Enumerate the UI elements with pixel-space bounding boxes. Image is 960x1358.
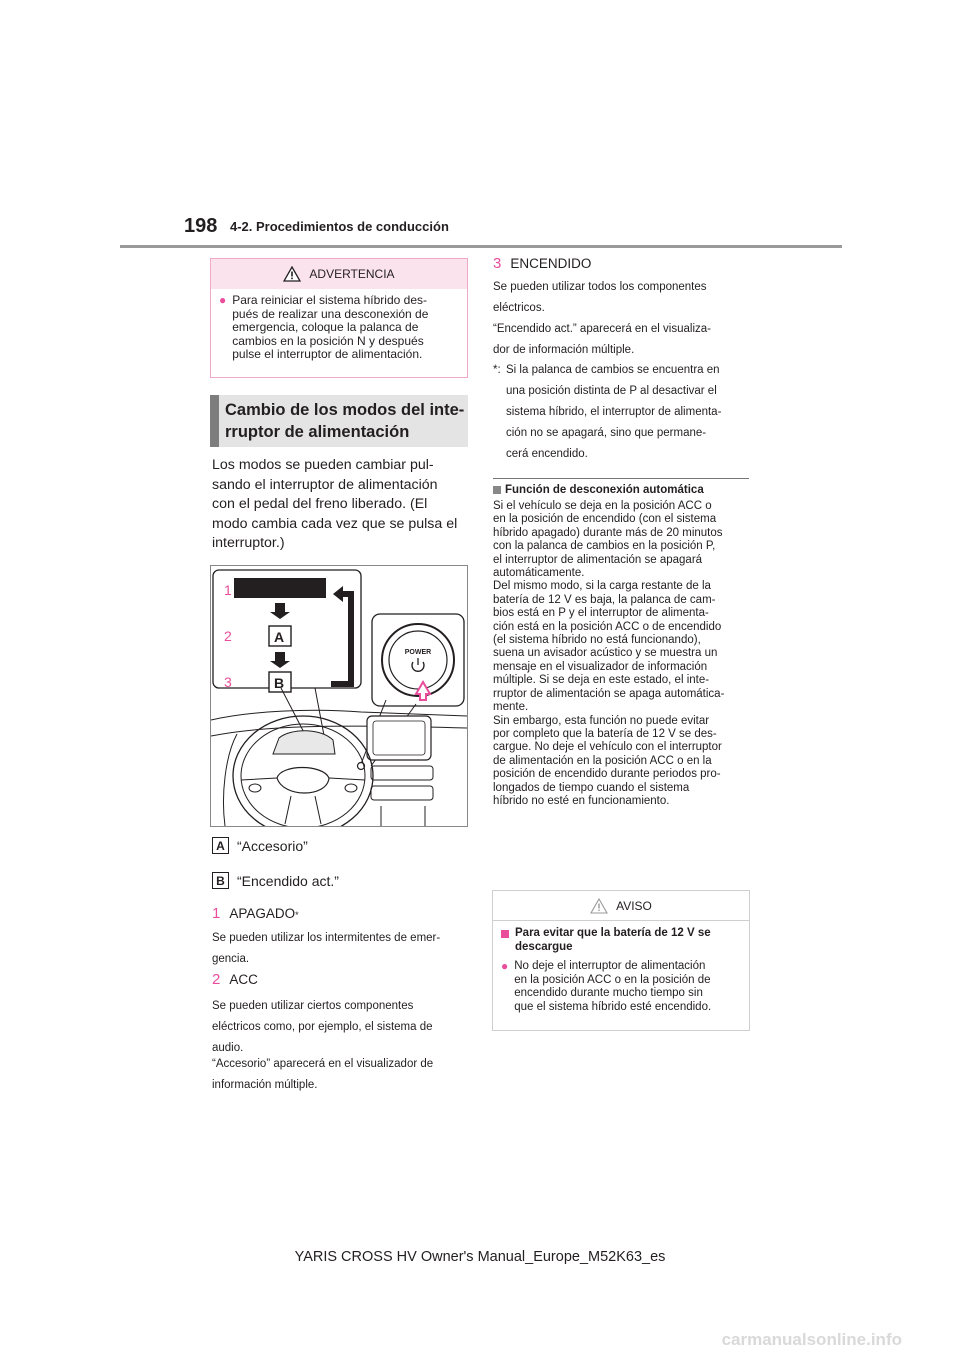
mode-2-name: ACC	[229, 972, 258, 987]
mode-1-asterisk: *	[295, 910, 299, 920]
mode-3-number: 3	[493, 255, 502, 272]
warning-title: ADVERTENCIA	[309, 267, 395, 281]
legend-item-b	[212, 872, 339, 889]
bullet-icon: ●	[219, 293, 227, 307]
auto-off-title-text: Función de desconexión automática	[505, 484, 704, 496]
wheel-button	[249, 784, 261, 792]
console-line	[381, 806, 425, 826]
meter-cluster	[273, 731, 335, 754]
legend-text-b: “Encendido act.”	[237, 872, 339, 889]
mode-3-description-2: “Encendido act.” aparecerá en el visualiza- dor de información múltiple.	[493, 323, 711, 356]
notice-subtitle	[493, 921, 749, 954]
mode-1-number: 1	[212, 905, 221, 922]
footnote	[493, 360, 751, 465]
wheel-button	[345, 784, 357, 792]
footnote-text: Si la palanca de cambios se encuentra en una posición distinta de P al desactivar el sistema híbrido, el interruptor de alimenta- ción no se apagará, sino que permane- cerá encendido.	[506, 364, 722, 460]
mode-2-description: Se pueden utilizar ciertos componentes eléctricos como, por ejemplo, el sistema de audio.	[212, 1000, 433, 1054]
box-b-label: B	[274, 675, 285, 691]
page-footer: YARIS CROSS HV Owner's Manual_Europe_M52K63_es	[294, 1249, 666, 1265]
door-line	[224, 734, 238, 826]
section-heading	[210, 395, 468, 447]
step-2-label: 2	[224, 628, 232, 644]
step-1-label: 1	[224, 582, 232, 598]
power-switch-illustration	[210, 565, 468, 827]
header-rule	[120, 245, 842, 248]
section-divider	[493, 478, 749, 479]
section-header: 4-2. Procedimientos de conducción	[230, 219, 449, 234]
mode-2-number: 2	[212, 971, 221, 988]
power-button-label: POWER	[404, 649, 432, 656]
legend-box-b: B	[212, 872, 229, 889]
caution-triangle-icon	[590, 898, 608, 914]
mode-2-title	[212, 971, 258, 988]
section-heading-text: Cambio de los modos del inte- rruptor de alimentación	[225, 401, 465, 441]
mode-1-name: APAGADO	[229, 906, 296, 921]
mode-3-name: ENCENDIDO	[510, 256, 592, 271]
step-3-label: 3	[224, 674, 232, 690]
auto-off-title	[493, 484, 704, 496]
mode-1-description: Se pueden utilizar los intermitentes de emer- gencia.	[212, 932, 441, 965]
watermark: carmanualsonline.info	[721, 1330, 902, 1349]
warning-triangle-icon	[283, 266, 301, 282]
notice-box	[492, 890, 750, 1031]
warning-box	[210, 258, 468, 378]
mode-3-description: Se pueden utilizar todos los componentes eléctricos.	[493, 281, 707, 314]
auto-off-text: Si el vehículo se deja en la posición ACC o en la posición de encendido (con el sistema híbrido apagado) durante más de 20 minutos con la palanca de cambios en la posición P, el interruptor de alimentación se apagará automáticamente. Del mismo modo, si la carga restante de la batería de 12 V es baja, la palanca de cam- bios está en P y el interruptor de alimenta- ción está en la posición ACC o de encendido (el sistema híbrido no está funcionando), suena un avisador acústico y se muestra un mensaje en el visualizador de información múltiple. Si se deja en este estado, el inte- rruptor de alimentación se apaga automática- mente. Sin embargo, esta función no puede evitar por completo que la batería de 12 V se des- cargue. No deje el vehículo con el interruptor de alimentación en la posición ACC o en la posición de encendido durante periodos pro- longados de tiempo cuando el sistema híbrido no esté en funcionamiento.	[493, 500, 725, 807]
climate-panel	[371, 786, 433, 800]
mode-1-title	[212, 905, 299, 922]
notice-text: No deje el interruptor de alimentación en la posición ACC o en la posición de encendido durante mucho tiempo sin que el sistema híbrido esté encendido.	[514, 960, 712, 1013]
bullet-icon: ●	[501, 959, 509, 973]
page-number: 198	[184, 215, 218, 237]
square-bullet-icon	[501, 930, 509, 938]
warning-item	[211, 289, 467, 362]
notice-subtitle-text: Para evitar que la batería de 12 V se descargue	[515, 927, 711, 953]
mode-3-title	[493, 255, 591, 272]
steering-hub	[277, 768, 329, 794]
display-off-bar	[234, 578, 326, 598]
legend-text-a: “Accesorio”	[237, 837, 308, 854]
footnote-mark: *:	[493, 364, 501, 376]
notice-item	[493, 954, 749, 1014]
intro-paragraph: Los modos se pueden cambiar pul- sando el interruptor de alimentación con el pedal del freno liberado. (El modo cambia cada vez que se pulsa el interruptor.)	[212, 457, 458, 551]
notice-header	[493, 891, 749, 921]
square-bullet-icon	[493, 486, 501, 494]
legend-box-a: A	[212, 837, 229, 854]
center-screen-inner	[373, 721, 425, 755]
dashboard-drawing	[211, 566, 467, 826]
warning-text: Para reiniciar el sistema híbrido des- pués de realizar una desconexión de emergencia, coloque la palanca de cambios en la posición N y después pulse el interruptor de alimentación.	[232, 293, 429, 361]
warning-header	[211, 259, 467, 289]
box-a-label: A	[274, 629, 285, 645]
climate-panel	[371, 766, 433, 780]
mode-2-description-2: “Accesorio” aparecerá en el visualizador de información múltiple.	[212, 1058, 434, 1091]
legend-item-a	[212, 837, 308, 854]
notice-title: AVISO	[616, 898, 652, 913]
